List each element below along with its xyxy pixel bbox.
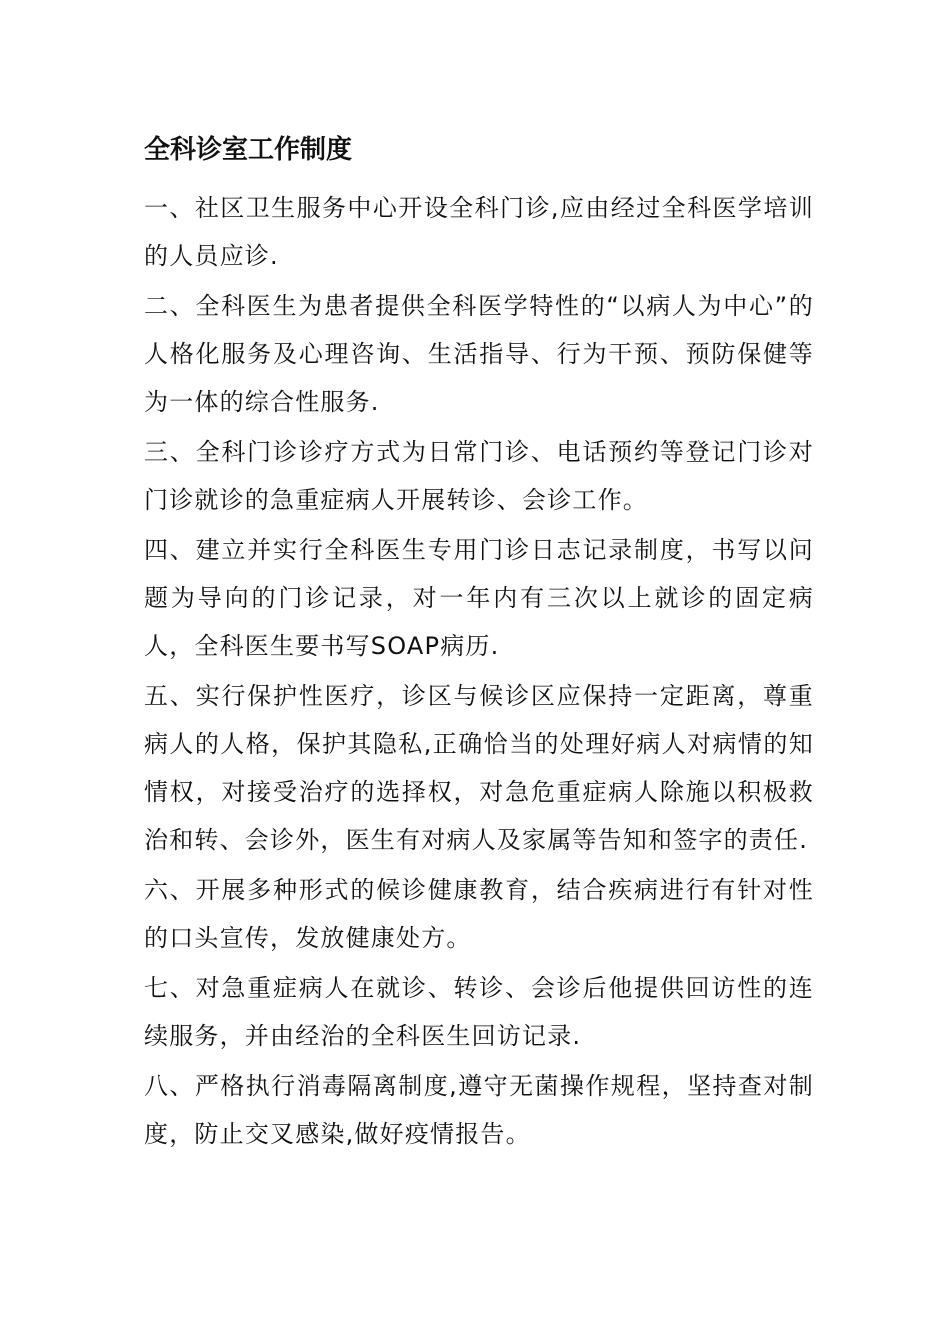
document-page: [144, 126, 814, 1160]
clause-3: 三、全科门诊诊疗方式为日常门诊、电话预约等登记门诊对门诊就诊的急重症病人开展转诊、会诊工作。: [144, 438, 814, 514]
clause-2: 二、全科医生为患者提供全科医学特性的“以病人为中心”的人格化服务及心理咨询、生活指导、行为干预、预防保健等为一体的综合性服务.: [144, 292, 814, 416]
clause-6: 六、开展多种形式的候诊健康教育，结合疾病进行有针对性的口头宣传，发放健康处方。: [144, 876, 814, 952]
clause-5: 五、实行保护性医疗，诊区与候诊区应保持一定距离，尊重病人的人格，保护其隐私,正确恰当的处理好病人对病情的知情权，对接受治疗的选择权，对急危重症病人除施以积极救治和转、会诊外，医生有对病人及家属等告知和签字的责任.: [144, 682, 814, 854]
clause-7: 七、对急重症病人在就诊、转诊、会诊后他提供回访性的连续服务，并由经治的全科医生回访记录.: [144, 974, 814, 1050]
document-title: 全科诊室工作制度: [144, 135, 353, 165]
clause-1: 一、社区卫生服务中心开设全科门诊,应由经过全科医学培训的人员应诊.: [144, 194, 814, 270]
clause-8: 八、严格执行消毒隔离制度,遵守无菌操作规程，坚持查对制度，防止交叉感染,做好疫情报告。: [144, 1072, 814, 1148]
clause-4: 四、建立并实行全科医生专用门诊日志记录制度，书写以问题为导向的门诊记录，对一年内有三次以上就诊的固定病人，全科医生要书写SOAP病历.: [144, 536, 814, 660]
